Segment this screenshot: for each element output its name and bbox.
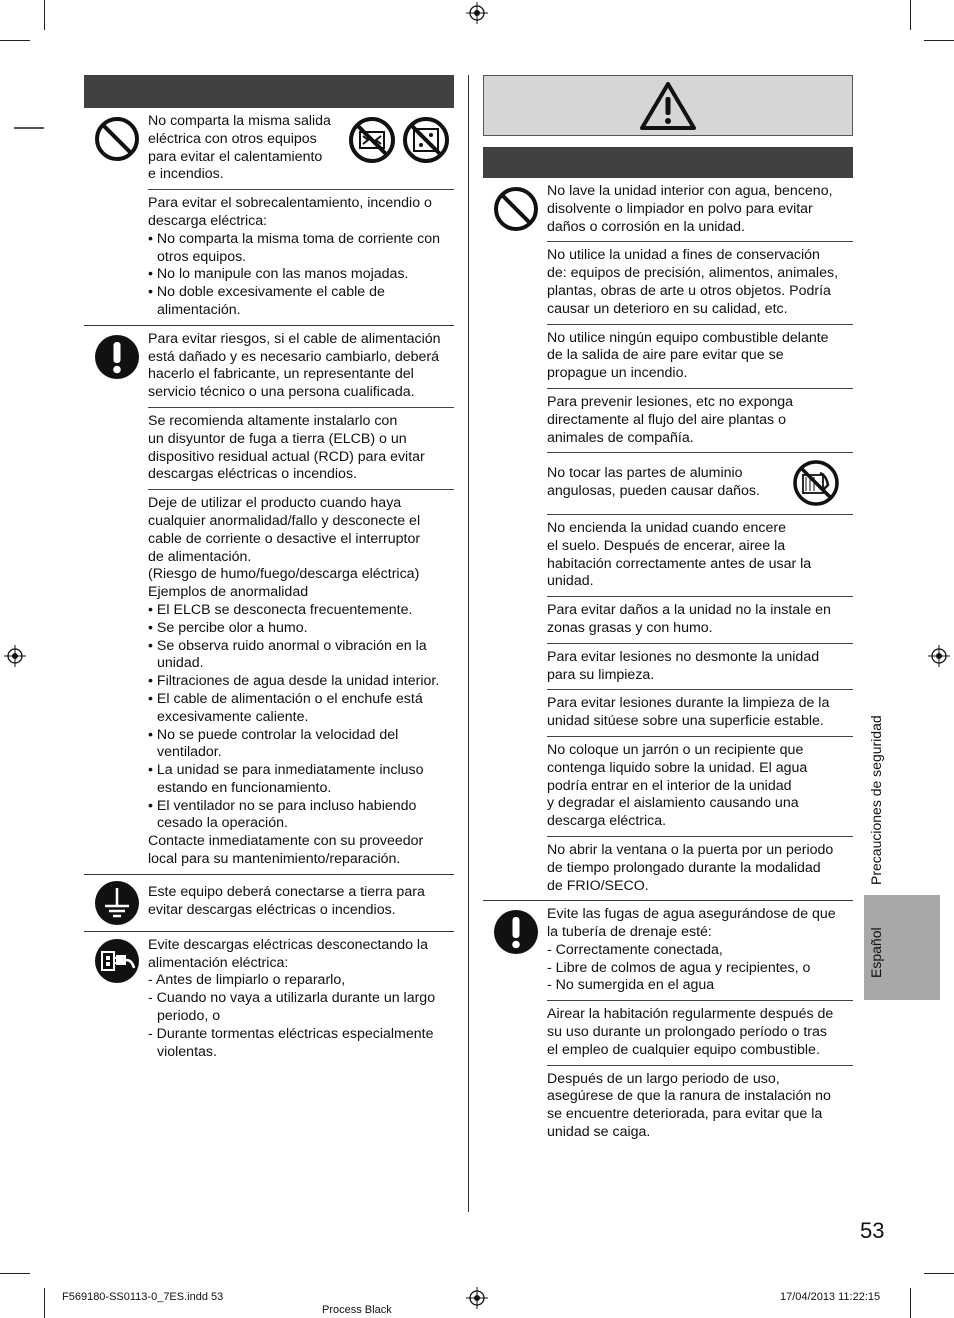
bullet-item: • No se puede controlar la velocidad del ventilador. bbox=[148, 726, 399, 761]
text-line: e incendios. bbox=[148, 166, 224, 183]
sidebar-section-label: Precauciones de seguridad bbox=[868, 715, 884, 885]
text-line: se encuentre deteriorada, para evitar que la bbox=[547, 1106, 823, 1123]
list-item bbox=[547, 515, 853, 597]
text-line: cualquier anormalidad/fallo y desconecte el bbox=[148, 512, 421, 529]
list-item bbox=[148, 408, 454, 490]
list-item bbox=[148, 875, 454, 930]
text-line: el suelo. Después de encerar, airee la bbox=[547, 537, 786, 554]
text-line: zonas grasas y con humo. bbox=[547, 619, 713, 636]
text-line: Para evitar riesgos, si el cable de alimentación bbox=[148, 330, 441, 347]
bullet-text: El ELCB se desconecta frecuentemente. bbox=[156, 601, 413, 618]
bullet-item: • Se observa ruido anormal o vibración en la unidad. bbox=[148, 637, 427, 672]
text-line: dispositivo residual actual (RCD) para evitar bbox=[148, 448, 425, 465]
crop-mark bbox=[44, 0, 45, 30]
dash-item: - Cuando no vaya a utilizarla durante un largo periodo, o bbox=[148, 990, 436, 1025]
text-line: No utilice ningún equipo combustible delante bbox=[547, 329, 829, 346]
footer-process: Process Black bbox=[322, 1304, 392, 1316]
bullet-text: La unidad se para inmediatamente incluso estando en funcionamiento. bbox=[156, 762, 424, 796]
bullet-text: No lo manipule con las manos mojadas. bbox=[156, 266, 409, 283]
bullet-text: No se puede controlar la velocidad del ventilador. bbox=[156, 726, 399, 761]
right-column bbox=[483, 75, 853, 1147]
text-line: la tubería de drenaje esté: bbox=[547, 924, 712, 941]
text-line: descargas eléctricas o incendios. bbox=[148, 466, 357, 483]
no-touch-fins-icon bbox=[792, 459, 840, 507]
text-line: No abrir la ventana o la puerta por un periodo bbox=[547, 841, 834, 858]
text-line: Evite las fugas de agua asegurándose de que bbox=[547, 906, 836, 923]
unplug-section bbox=[84, 932, 454, 1067]
text-line: local para su mantenimiento/reparación. bbox=[148, 851, 401, 868]
text-line: (Riesgo de humo/fuego/descarga eléctrica) bbox=[148, 566, 420, 583]
bullet-item: • Se percibe olor a humo. bbox=[148, 619, 308, 636]
text-line: Para prevenir lesiones, etc no exponga bbox=[547, 393, 794, 410]
bullet-text: El cable de alimentación o el enchufe está excesivamente caliente. bbox=[156, 690, 423, 725]
registration-mark-icon bbox=[928, 645, 950, 667]
column-divider bbox=[468, 75, 469, 1212]
text-line: para su limpieza. bbox=[547, 666, 655, 683]
registration-mark-icon bbox=[466, 2, 488, 24]
bullet-text: El ventilador no se para incluso habiendo cesado la operación. bbox=[156, 797, 417, 832]
bullet-item: • No lo manipule con las manos mojadas. bbox=[148, 266, 409, 283]
text-line: descarga eléctrica: bbox=[148, 212, 268, 229]
dash-text: Antes de limpiarlo o repararlo, bbox=[155, 972, 346, 989]
crop-mark bbox=[0, 40, 30, 41]
bullet-text: No comparta la misma toma de corriente con otros equipos. bbox=[156, 230, 440, 265]
list-item bbox=[148, 108, 454, 190]
warning-triangle-icon bbox=[639, 81, 697, 131]
crop-mark bbox=[910, 1288, 911, 1318]
prohibition-icon bbox=[94, 116, 140, 162]
list-item bbox=[547, 325, 853, 389]
text-line: Después de un largo periodo de uso, bbox=[547, 1070, 780, 1087]
ground-section bbox=[84, 875, 454, 932]
text-line: servicio técnico o una persona cualificada. bbox=[148, 384, 415, 401]
color-bar-mark bbox=[14, 127, 44, 129]
bullet-item: • No comparta la misma toma de corriente con otros equipos. bbox=[148, 230, 440, 265]
text-line: su uso durante un prolongado período o tras bbox=[547, 1024, 828, 1041]
crop-mark bbox=[910, 0, 911, 30]
list-item bbox=[547, 644, 853, 691]
list-item bbox=[547, 597, 853, 644]
text-line: Para evitar el sobrecalentamiento, incendio o bbox=[148, 195, 432, 212]
registration-mark-icon bbox=[466, 1287, 488, 1309]
text-line: Para evitar lesiones durante la limpieza de la bbox=[547, 695, 830, 712]
crop-mark bbox=[924, 40, 954, 41]
bullet-item: • El cable de alimentación o el enchufe está excesivamente caliente. bbox=[148, 690, 423, 725]
dash-text: Cuando no vaya a utilizarla durante un largo periodo, o bbox=[156, 990, 436, 1025]
ground-icon bbox=[94, 880, 140, 926]
list-item bbox=[547, 690, 853, 737]
bullet-item: • El ELCB se desconecta frecuentemente. bbox=[148, 601, 413, 618]
text-line: unidad se caiga. bbox=[547, 1124, 651, 1141]
text-line: Contacte inmediatamente con su proveedor bbox=[148, 833, 424, 850]
mandatory-icon bbox=[94, 334, 140, 380]
text-line: - Libre de colmos de agua y recipientes, o bbox=[547, 959, 811, 976]
warning-header-band bbox=[84, 75, 454, 108]
text-line: No utilice la unidad a fines de conservación bbox=[547, 247, 820, 264]
text-line: Para evitar lesiones no desmonte la unidad bbox=[547, 648, 820, 665]
crop-mark bbox=[924, 1273, 954, 1274]
caution-header-box bbox=[483, 75, 853, 136]
text-line: descarga eléctrica. bbox=[547, 813, 667, 830]
list-item bbox=[547, 1066, 853, 1147]
list-item bbox=[547, 178, 853, 242]
list-item bbox=[148, 326, 454, 408]
text-line: evitar descargas eléctricas o incendios. bbox=[148, 901, 396, 918]
text-line: animales de compañía. bbox=[547, 429, 694, 446]
text-line: unidad sitúese sobre una superficie estable. bbox=[547, 713, 824, 730]
list-item bbox=[148, 932, 454, 1067]
bullet-text: Filtraciones de agua desde la unidad interior. bbox=[156, 673, 440, 690]
crop-mark bbox=[44, 1288, 45, 1318]
text-line: directamente al flujo del aire plantas o bbox=[547, 411, 786, 428]
text-line: Deje de utilizar el producto cuando haya bbox=[148, 495, 402, 512]
text-line: No comparta la misma salida bbox=[148, 113, 331, 129]
mandatory-icon bbox=[493, 909, 539, 955]
text-line: Airear la habitación regularmente después de bbox=[547, 1006, 834, 1023]
list-item bbox=[547, 1001, 853, 1065]
text-line: para evitar el calentamiento bbox=[148, 148, 323, 165]
text-line: No coloque un jarrón o un recipiente que bbox=[547, 741, 804, 758]
dash-text: Durante tormentas eléctricas especialmente violentas. bbox=[156, 1025, 434, 1060]
text-line: y degradar el aislamiento causando una bbox=[547, 795, 799, 812]
text-line: asegúrese de que la ranura de instalación no bbox=[547, 1088, 831, 1105]
dash-item: - Durante tormentas eléctricas especialmente violentas. bbox=[148, 1025, 434, 1060]
text-line: de FRIO/SECO. bbox=[547, 877, 649, 894]
bullet-text: Se percibe olor a humo. bbox=[156, 619, 308, 636]
list-item bbox=[547, 737, 853, 837]
text-line: un disyuntor de fuga a tierra (ELCB) o un bbox=[148, 430, 407, 447]
text-line: propague un incendio. bbox=[547, 365, 688, 382]
bullet-item: • El ventilador no se para incluso habiendo cesado la operación. bbox=[148, 797, 417, 832]
text-line: hacerlo el fabricante, un representante del bbox=[148, 366, 414, 383]
list-item bbox=[547, 901, 853, 1001]
list-item bbox=[148, 190, 454, 325]
text-line: No tocar las partes de aluminio bbox=[547, 465, 743, 482]
bullet-text: Se observa ruido anormal o vibración en la unidad. bbox=[156, 637, 427, 672]
prohibition-section bbox=[84, 108, 454, 326]
mandatory-section bbox=[483, 901, 853, 1147]
footer-datetime: 17/04/2013 11:22:15 bbox=[780, 1291, 881, 1303]
text-line: contenga liquido sobre la unidad. El agua bbox=[547, 759, 808, 776]
bullet-item: • La unidad se para inmediatamente incluso estando en funcionamiento. bbox=[148, 762, 424, 796]
registration-mark-icon bbox=[4, 645, 26, 667]
footer-file: F569180-SS0113-0_7ES.indd 53 bbox=[62, 1291, 224, 1303]
prohibition-section bbox=[483, 178, 853, 901]
no-shared-outlet-icon-2 bbox=[402, 116, 450, 164]
list-item bbox=[547, 242, 853, 324]
text-line: Para evitar daños a la unidad no la instale en bbox=[547, 602, 831, 619]
text-line: daños o corrosión en la unidad. bbox=[547, 218, 745, 235]
text-line: está dañado y es necesario cambiarlo, deberá bbox=[148, 348, 440, 365]
bullet-item: • No doble excesivamente el cable de alimentación. bbox=[148, 284, 385, 318]
text-line: No encienda la unidad cuando encere bbox=[547, 519, 787, 536]
text-line: habitación correctamente antes de usar la bbox=[547, 555, 812, 572]
bullet-text: No doble excesivamente el cable de alimentación. bbox=[156, 284, 385, 318]
list-item bbox=[547, 389, 853, 453]
list-item bbox=[547, 837, 853, 900]
text-line: causar un deterioro en su calidad, etc. bbox=[547, 300, 788, 317]
text-line: plantas, obras de arte u otros objetos. Podría bbox=[547, 282, 831, 299]
unplug-icon bbox=[94, 938, 140, 984]
page-number: 53 bbox=[860, 1218, 885, 1243]
text-line: - No sumergida en el agua bbox=[547, 977, 715, 994]
mandatory-section bbox=[84, 326, 454, 875]
text-line: eléctrica con otros equipos bbox=[148, 130, 317, 147]
text-line: de alimentación. bbox=[148, 548, 252, 565]
text-line: disolvente o limpiador en polvo para evitar bbox=[547, 200, 813, 217]
text-line: No lave la unidad interior con agua, benceno, bbox=[547, 183, 833, 199]
list-item bbox=[547, 453, 853, 515]
list-item bbox=[148, 490, 454, 874]
crop-mark bbox=[0, 1273, 30, 1274]
text-line: cable de corriente o desactive el interruptor bbox=[148, 530, 421, 547]
text-line: de la salida de aire pare evitar que se bbox=[547, 347, 784, 364]
sidebar-language-label: Español bbox=[868, 927, 884, 978]
text-line: Evite descargas eléctricas desconectando la bbox=[148, 936, 428, 953]
text-line: angulosas, pueden causar daños. bbox=[547, 483, 760, 500]
caution-header-band bbox=[483, 147, 853, 178]
text-line: de tiempo prolongado durante la modalidad bbox=[547, 859, 821, 876]
text-line: el empleo de cualquier equipo combustible. bbox=[547, 1041, 820, 1058]
text-line: Este equipo deberá conectarse a tierra para bbox=[148, 883, 425, 900]
text-line: podría entrar en el interior de la unidad bbox=[547, 777, 792, 794]
text-line: de: equipos de precisión, alimentos, animales, bbox=[547, 265, 839, 282]
text-line: unidad. bbox=[547, 573, 594, 590]
prohibition-icon bbox=[493, 186, 539, 232]
dash-item: - Antes de limpiarlo o repararlo, bbox=[148, 972, 346, 989]
text-line: - Correctamente conectada, bbox=[547, 941, 723, 958]
text-line: Ejemplos de anormalidad bbox=[148, 584, 309, 601]
text-line: alimentación eléctrica: bbox=[148, 954, 289, 971]
left-column bbox=[84, 75, 454, 1066]
bullet-item: • Filtraciones de agua desde la unidad interior. bbox=[148, 673, 440, 690]
text-line: Se recomienda altamente instalarlo con bbox=[148, 412, 398, 429]
no-shared-outlet-icon bbox=[348, 116, 396, 164]
